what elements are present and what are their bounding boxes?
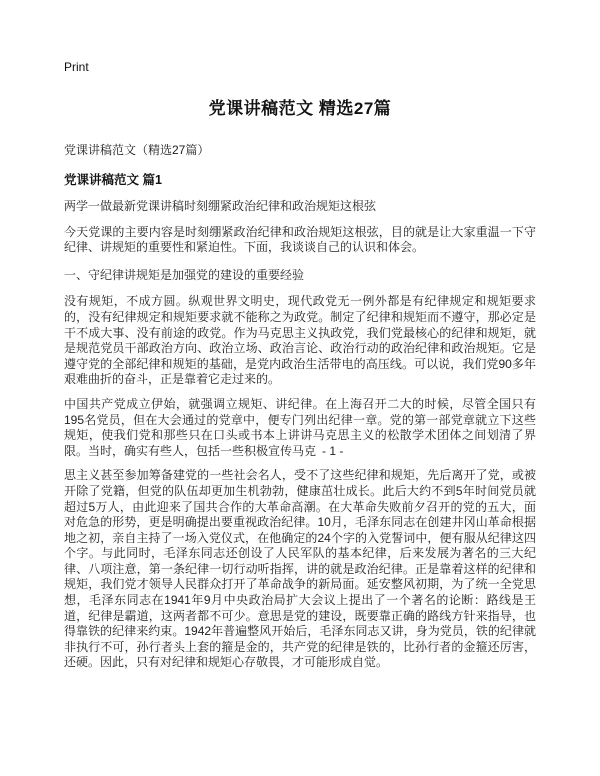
- page-number: - 1 -: [322, 443, 344, 458]
- paragraph-intro: 今天党课的主要内容是时刻绷紧政治纪律和政治规矩这根弦，目的就是让大家重温一下守纪律、讲规矩的重要性和紧迫性。下面，我谈谈自己的认识和体会。: [64, 224, 536, 255]
- page-title: 党课讲稿范文 精选27篇: [208, 99, 392, 118]
- paragraph-text: 中国共产党成立伊始，就强调立规矩、讲纪律。在上海召开二大的时候，尽管全国只有195名党员，但在大会通过的党章中，便专门列出纪律一章。党的第一部党章就立下这些规矩，使我们党和那些只在口头或书本上讲讲马克思主义的松散学术团体之间划清了界限。当时，确实有些人，包括一些积极宣传马克: [64, 396, 536, 458]
- paragraph: 没有规矩，不成方圆。纵观世界文明史，现代政党无一例外都是有纪律规定和规矩要求的，没有纪律规定和规矩要求就不能称之为政党。制定了纪律和规矩而不遵守，那必定是干不成大事、没有前途的政党。作为马克思主义执政党，我们党最核心的纪律和规矩，就是规范党员干部政治方向、政治立场、政治言论、政治行动的政治纪律和政治规矩。它是遵守党的全部纪律和规矩的基础，是党内政治生活带电的高压线。可以说，我们党90多年艰难曲折的奋斗，正是靠着它走过来的。: [64, 294, 536, 387]
- document-subtitle: 党课讲稿范文（精选27篇）: [64, 143, 210, 157]
- subheading-one: 一、守纪律讲规矩是加强党的建设的重要经验: [64, 267, 305, 282]
- print-button[interactable]: Print: [64, 60, 89, 74]
- section-heading: 党课讲稿范文 篇1: [64, 173, 162, 187]
- lead-line: 两学一做最新党课讲稿时刻绷紧政治纪律和政治规矩这根弦: [64, 199, 377, 213]
- paragraph: [64, 397, 536, 459]
- paragraph: 思主义甚至参加筹备建党的一些社会名人，受不了这些纪律和规矩，先后离开了党，或被开除了党籍，但党的队伍却更加生机勃勃，健康茁壮成长。此后大约不到5年时间党员就超过5万人，由此迎来了国共合作的大革命高潮。在大革命失败前夕召开的党的五大，面对危急的形势，更是明确提出要重视政治纪律。10月，毛泽东同志在创建井冈山革命根据地之初，亲自主持了一场入党仪式，在他确定的24个字的入党誓词中，便有服从纪律这四个字。与此同时，毛泽东同志还创设了人民军队的基本纪律，后来发展为著名的三大纪律、八项注意，第一条纪律一切行动听指挥，讲的就是政治纪律。正是靠着这样的纪律和规矩，我们党才领导人民群众打开了革命战争的新局面。延安整风初期，为了统一全党思想，毛泽东同志在1941年9月中央政治局扩大会议上提出了一个著名的论断：路线是王道，纪律是霸道，这两者都不可少。意思是党的建设，既要靠正确的路线方针来指导，也得靠铁的纪律来约束。1942年普遍整风开始后，毛泽东同志又讲，身为党员，铁的纪律就非执行不可，孙行者头上套的箍是金的，共产党的纪律是铁的，比孙行者的金箍还厉害，还硬。因此，只有对纪律和规矩心存敬畏，才可能形成自觉。: [64, 468, 536, 670]
